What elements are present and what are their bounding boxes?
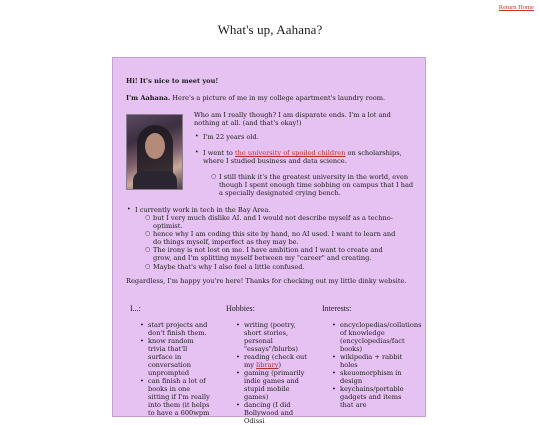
tech-sub-item: hence why I am coding this site by hand, no AI used. I want to learn and do things myself, imperfect as they may be. (153, 230, 396, 247)
bullet-age: • (195, 133, 199, 140)
hobbies-list (236, 321, 314, 425)
interests-list (332, 321, 422, 410)
list-item: • gaming (primarily indie games and stupid mobile games) (236, 369, 314, 401)
tech-sub-item: Maybe that's why I also feel a little confused. (153, 263, 305, 271)
list-item: • skeuomorphism in design (332, 369, 414, 385)
column-heading-interests: Interests: (322, 304, 352, 313)
list-item: • wikipedia + rabbit holes (332, 353, 414, 369)
bullet-sub2: ○ (145, 230, 151, 237)
bullet-sub4: ○ (145, 263, 151, 270)
bullet-school: • (195, 149, 199, 156)
list-item: • writing (poetry, short stories, personal "essays"/blurbs) (236, 321, 314, 353)
school-link[interactable]: the university of spoiled children (234, 149, 346, 157)
page-title: What's up, Aahana? (217, 22, 323, 37)
intro-text (126, 94, 385, 102)
list-item: • encyclopedias/collations of knowledge (encyclopedias/fact books) (332, 321, 414, 353)
list-item: • start projects and don't finish them. (140, 321, 212, 337)
age-text: I'm 22 years old. (203, 133, 259, 141)
tech-text: I currently work in tech in the Bay Area. (135, 206, 271, 214)
photo-shirt (133, 171, 177, 189)
tech-sub-item: but I very much dislike AI. and I would not describe myself as a techno-optimist. (153, 214, 393, 231)
bullet-tech: • (127, 206, 131, 213)
library-link[interactable]: library (256, 361, 279, 370)
who-text: Who am I really though? I am disparate ends. I'm a lot and nothing at all. (and that's okay!) (194, 111, 391, 128)
return-home-link[interactable]: Return Home (498, 4, 534, 11)
list-item: • know random trivia that'll surface in conversation unprompted (140, 337, 212, 377)
tech-sub-item: The irony is not lost on me. I have ambition and I want to create and grow, and I'm splitting myself between my "career" and creating. (153, 246, 383, 263)
list-item-reading: • reading (check out my library) (236, 353, 314, 369)
profile-photo (126, 114, 183, 190)
intro-name: I'm Aahana. (126, 94, 171, 102)
bullet-sub1: ○ (145, 214, 151, 221)
bullet-cry: ○ (211, 173, 217, 180)
i-list (140, 321, 212, 417)
regards-text: Regardless, I'm happy you're here! Thanks for checking out my little dinky website. (126, 277, 407, 285)
bullet-sub3: ○ (145, 246, 151, 253)
list-item: • keychains/portable gadgets and items that are (332, 385, 414, 409)
intro-rest: Here's a picture of me in my college apartment's laundry room. (170, 94, 386, 102)
photo-face (145, 133, 165, 159)
crying-bench-text: I still think it's the greatest university in the world, even though I spent enough time sobbing on campus that I had a specially designated crying bench. (219, 173, 414, 198)
column-heading-i: I...: (130, 304, 141, 313)
about-card (112, 57, 426, 425)
greeting: Hi! It's nice to meet you! (126, 77, 219, 85)
column-heading-hobbies: Hobbies: (226, 304, 255, 313)
school-text: I went to the university of spoiled children on scholarships, where I studied business and data science. (203, 149, 402, 166)
list-item: • dancing (I did Bollywood and Odissi (236, 401, 314, 425)
list-item: • can finish a lot of books in one sitting if I'm really into them (it helps to have a 600wpm (140, 377, 212, 417)
